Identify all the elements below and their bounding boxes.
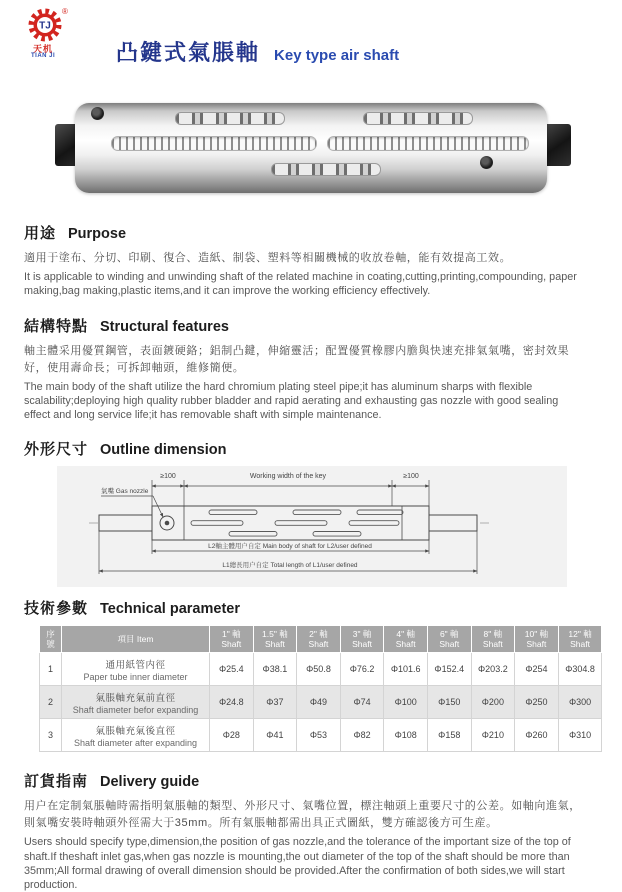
key-slot-group-bottom [271,163,381,176]
gas-nozzle-center [165,521,170,526]
section-features [24,315,587,423]
cell-value: Φ203.2 [471,653,515,686]
logo-cn-text: 天机 [33,44,54,54]
row-no: 3 [40,719,62,752]
col-header-size-9: 12" 軸 Shaft [558,626,602,653]
parameters-heading-en: Technical parameter [100,601,240,618]
delivery-body-cn: 用户在定制氣脹軸時需指明氣脹軸的類型、外形尺寸、氣嘴位置，標注軸頭上重要尺寸的公差。如軸向進氣，則氣嘴安裝時軸頭外徑需大于35mm。所有氣脹軸都需出具正式圖紙，雙方確認後方可生産。 [24,800,581,830]
cell-value: Φ254 [515,653,559,686]
row-no: 1 [40,653,62,686]
cell-value: Φ82 [340,719,384,752]
cell-value: Φ28 [210,719,254,752]
logo-tj-text: TJ [39,20,51,32]
cell-value: Φ304.8 [558,653,602,686]
top-dimension-lines [152,480,429,506]
registered-mark: ® [62,7,68,16]
table-row [40,719,602,752]
delivery-body-en: Users should specify type,dimension,the position of gas nozzle,and the tolerance of the important size of the top of shaft.If theshaft inlet gas,when gas nozzle is mounting,the out diameter of the top of the shaft should be more than 35mm;All formal drawing of overall dimension should be provided.After the confirmation of both sides,we will start production. [24,836,571,891]
row-no: 2 [40,686,62,719]
cell-value: Φ53 [297,719,341,752]
features-heading [24,315,587,336]
page-title [116,36,399,67]
outline-drawing-panel [57,466,567,587]
cell-value: Φ49 [297,686,341,719]
cell-value: Φ38.1 [253,653,297,686]
features-body-en: The main body of the shaft utilize the hard chromium plating steel pipe;it has aluminum sharps with flexible scalability;deploying high quality rubber bladder and rapid aerating and exhausting gas nozzle with good sealing effect and long service life;it has removable shaft with simple maintenance. [24,380,559,422]
page-header [24,6,587,70]
logo-en-text: TIAN JI [31,53,56,59]
purpose-heading [24,222,587,243]
cell-value: Φ24.8 [210,686,254,719]
cell-value: Φ108 [384,719,428,752]
section-delivery [24,770,587,891]
cell-value: Φ158 [427,719,471,752]
working-width-label: Working width of the key [249,473,327,481]
features-body-cn: 軸主體采用優質鋼管，表面鍍硬鉻；鋁制凸鍵，伸縮靈活；配置優質橡膠内膽與快速充排氣氣嘴，密封效果好，使用壽命長；可拆卸軸頭，維修簡便。 [24,344,570,374]
section-outline [24,438,587,587]
cell-value: Φ25.4 [210,653,254,686]
outline-heading [24,438,587,459]
cell-value: Φ100 [384,686,428,719]
outline-drawing [57,466,567,587]
cell-value: Φ37 [253,686,297,719]
purpose-body-en: It is applicable to winding and unwinding shaft of the related machine in coating,cutting,printing,compounding, paper making,bag making,plastic items,and it can improve the working efficiency effectively. [24,271,577,298]
delivery-heading-cn: 訂貨指南 [24,773,89,791]
features-heading-en: Structural features [100,318,229,335]
parameters-heading [24,597,587,618]
cell-value: Φ152.4 [427,653,471,686]
delivery-heading [24,770,587,791]
col-header-size-2: 1.5" 軸 Shaft [253,626,297,653]
main-body [152,506,429,540]
page-title-cn: 凸鍵式氣脹軸 [116,40,261,65]
row-item: 通用紙管内徑 Paper tube inner diameter [62,653,210,686]
col-header-size-4: 3" 軸 Shaft [340,626,384,653]
cell-value: Φ50.8 [297,653,341,686]
purpose-heading-cn: 用途 [24,225,57,242]
dim-left-label: ≥100 [160,473,176,481]
col-header-size-5: 4" 軸 Shaft [384,626,428,653]
right-journal [429,515,477,531]
cell-value: Φ76.2 [340,653,384,686]
delivery-heading-en: Delivery guide [100,774,200,791]
cell-value: Φ250 [515,686,559,719]
col-header-size-6: 6" 軸 Shaft [427,626,471,653]
col-header-size-3: 2" 軸 Shaft [297,626,341,653]
parameters-heading-cn: 技術參數 [24,600,89,618]
table-row [40,686,602,719]
nozzle-hole-left [91,107,104,120]
purpose-body-cn: 適用于塗布、分切、印刷、復合、造紙、制袋、塑料等相關機械的收放卷軸，能有效提高工效。 [24,252,512,264]
dim-right-label: ≥100 [403,473,419,481]
cell-value: Φ260 [515,719,559,752]
key-strip-left [111,136,317,151]
cell-value: Φ150 [427,686,471,719]
table-header-row [40,626,602,653]
company-logo [24,6,74,64]
cell-value: Φ300 [558,686,602,719]
key-slot-group-top-right [363,112,473,125]
l2-label: L2軸主體用户自定 Main body of shaft for L2/user defined [208,543,372,551]
cell-value: Φ41 [253,719,297,752]
cell-value: Φ310 [558,719,602,752]
purpose-heading-en: Purpose [68,226,127,242]
key-strip-right [327,136,529,151]
col-header-item: 項目 Item [62,626,210,653]
nozzle-hole-right [480,156,493,169]
left-journal [99,515,152,531]
col-header-no: 序 號 [40,626,62,653]
row-item: 氣脹軸充氣後直徑 Shaft diameter after expanding [62,719,210,752]
outline-heading-en: Outline dimension [100,442,227,459]
features-heading-cn: 結構特點 [24,317,89,335]
section-parameters [24,597,595,752]
table-row [40,653,602,686]
cell-value: Φ101.6 [384,653,428,686]
col-header-size-1: 1" 軸 Shaft [210,626,254,653]
row-item: 氣脹軸充氣前直徑 Shaft diameter befor expanding [62,686,210,719]
key-slot-group-top-left [175,112,285,125]
l1-label: L1總長用户自定 Total length of L1/user defined [222,562,358,570]
page-title-en: Key type air shaft [274,47,400,64]
col-header-size-8: 10" 軸 Shaft [515,626,559,653]
outline-heading-cn: 外形尺寸 [24,441,89,459]
section-purpose [24,222,587,299]
col-header-size-7: 8" 軸 Shaft [471,626,515,653]
parameters-table [39,625,602,752]
cell-value: Φ200 [471,686,515,719]
product-photo [35,90,587,202]
cell-value: Φ74 [340,686,384,719]
cell-value: Φ210 [471,719,515,752]
gas-nozzle-label: 氣嘴 Gas nozzle [101,488,149,496]
